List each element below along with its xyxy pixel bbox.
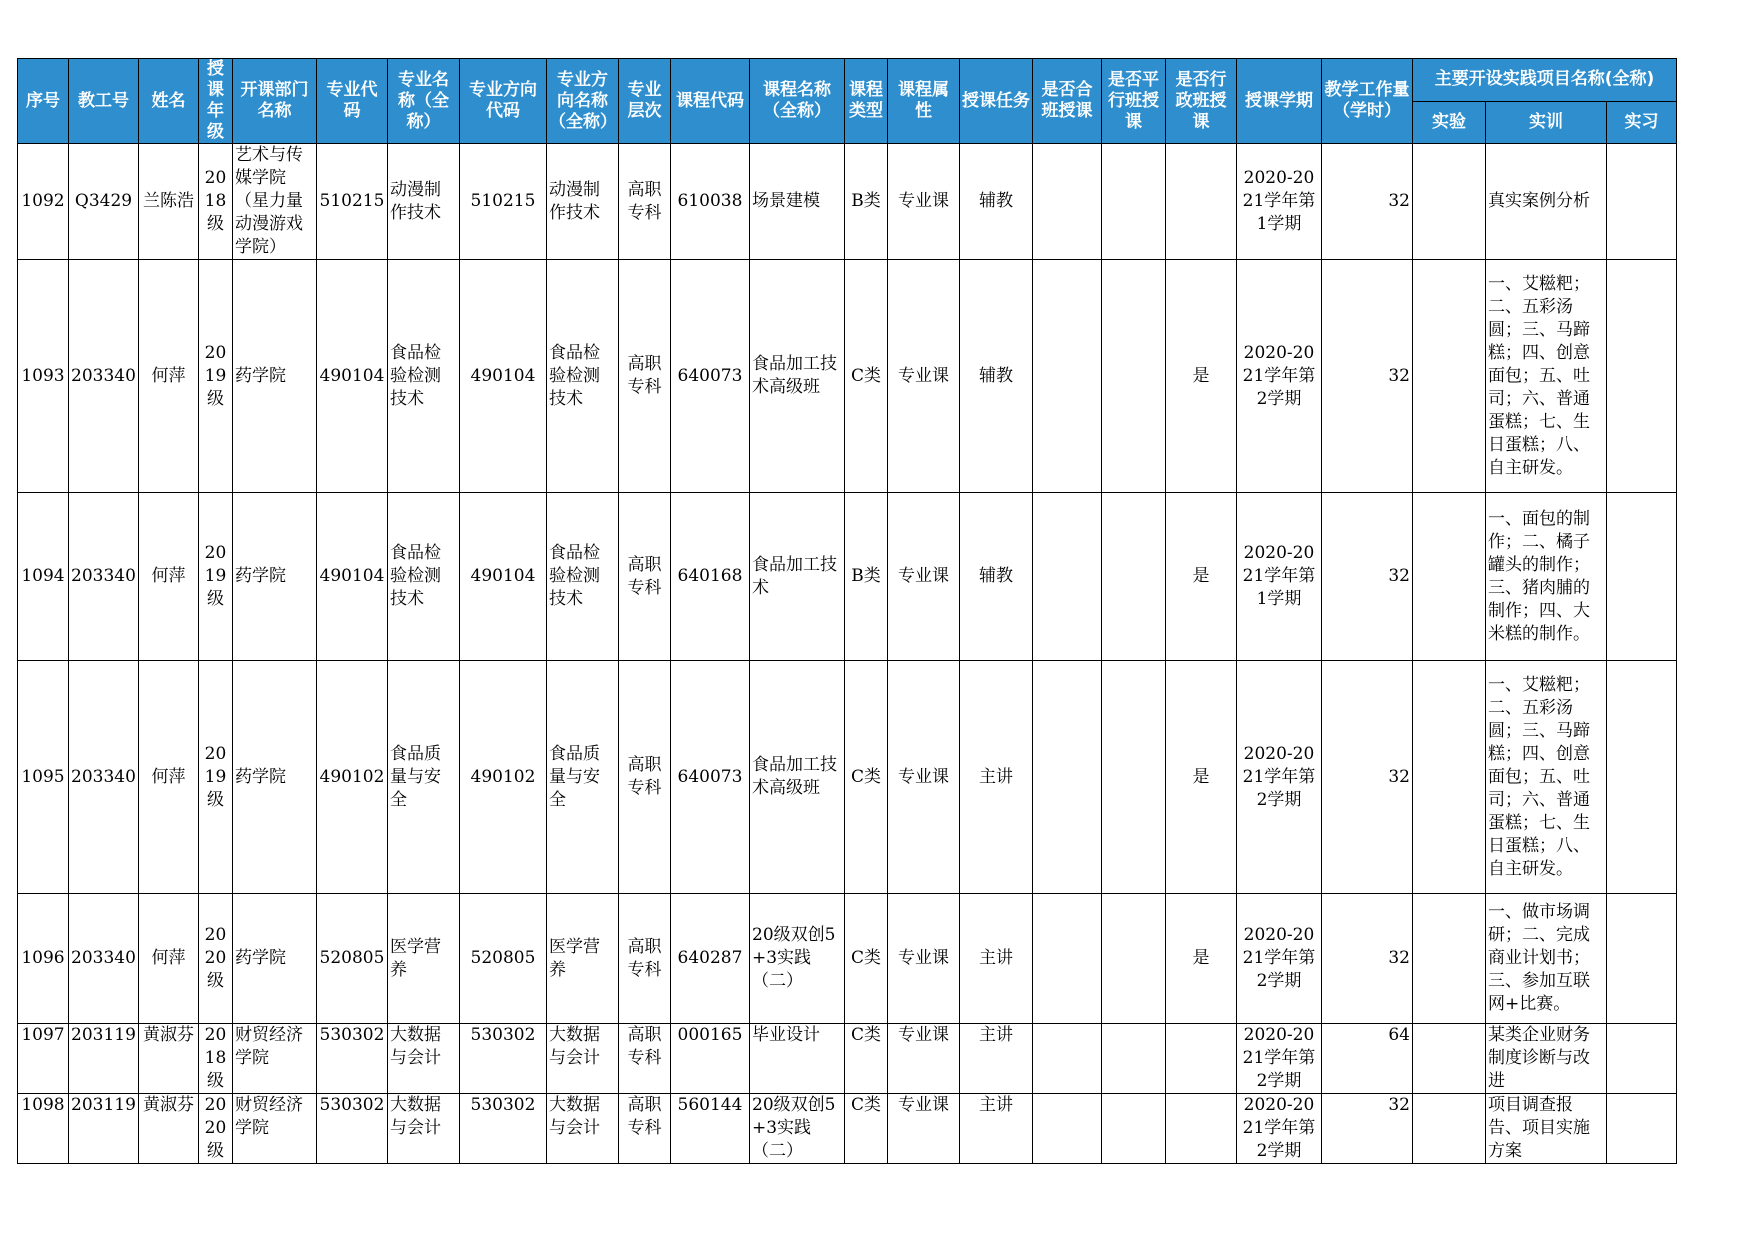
header-course-attribute: 课程属性 [888, 59, 960, 144]
cell-course-attribute: 专业课 [888, 661, 960, 894]
cell-course-code: 640287 [671, 894, 750, 1024]
cell-dept: 药学院 [233, 661, 317, 894]
cell-seq: 1093 [18, 260, 69, 493]
cell-admin-class [1166, 1094, 1237, 1164]
table-row [18, 1094, 1677, 1164]
header-grade: 授课年级 [199, 59, 233, 144]
cell-seq: 1098 [18, 1094, 69, 1164]
cell-name: 黄淑芬 [139, 1094, 199, 1164]
cell-course-name: 20级双创5+3实践（二） [750, 894, 845, 1024]
cell-course-code: 640073 [671, 661, 750, 894]
cell-dept: 药学院 [233, 260, 317, 493]
header-parallel-class: 是否平行班授课 [1102, 59, 1166, 144]
cell-seq: 1096 [18, 894, 69, 1024]
cell-grade: 2018级 [199, 144, 233, 260]
cell-parallel-class [1102, 661, 1166, 894]
header-practice-projects: 主要开设实践项目名称(全称) [1413, 59, 1677, 102]
cell-task: 辅教 [960, 260, 1033, 493]
cell-grade: 2020级 [199, 1094, 233, 1164]
cell-level: 高职专科 [619, 894, 671, 1024]
cell-major-name: 大数据与会计 [388, 1024, 460, 1094]
cell-name: 兰陈浩 [139, 144, 199, 260]
cell-task: 主讲 [960, 1024, 1033, 1094]
cell-course-type: C类 [845, 1024, 888, 1094]
cell-level: 高职专科 [619, 661, 671, 894]
table-row [18, 493, 1677, 661]
cell-grade: 2019级 [199, 661, 233, 894]
cell-course-type: B类 [845, 493, 888, 661]
cell-major-code: 520805 [317, 894, 388, 1024]
cell-teacher-id: 203340 [69, 661, 139, 894]
cell-term: 2020-2021学年第2学期 [1237, 260, 1322, 493]
cell-seq: 1092 [18, 144, 69, 260]
cell-level: 高职专科 [619, 493, 671, 661]
cell-term: 2020-2021学年第1学期 [1237, 493, 1322, 661]
cell-teacher-id: 203340 [69, 260, 139, 493]
cell-name: 何萍 [139, 661, 199, 894]
cell-level: 高职专科 [619, 144, 671, 260]
cell-course-name: 20级双创5+3实践（二） [750, 1094, 845, 1164]
cell-course-attribute: 专业课 [888, 493, 960, 661]
cell-hours: 32 [1322, 260, 1413, 493]
cell-name: 黄淑芬 [139, 1024, 199, 1094]
header-teacher-id: 教工号 [69, 59, 139, 144]
cell-major-code: 490104 [317, 493, 388, 661]
cell-term: 2020-2021学年第2学期 [1237, 1094, 1322, 1164]
cell-teacher-id: Q3429 [69, 144, 139, 260]
cell-major-code: 530302 [317, 1024, 388, 1094]
cell-task: 辅教 [960, 144, 1033, 260]
header-training: 实训 [1486, 101, 1607, 144]
cell-direction-name: 食品检验检测技术 [547, 260, 619, 493]
cell-course-attribute: 专业课 [888, 1024, 960, 1094]
cell-admin-class [1166, 144, 1237, 260]
cell-merged-class [1033, 661, 1102, 894]
cell-experiment [1413, 1024, 1486, 1094]
cell-parallel-class [1102, 493, 1166, 661]
cell-experiment [1413, 894, 1486, 1024]
teaching-workload-table [17, 58, 1677, 1164]
cell-task: 主讲 [960, 1094, 1033, 1164]
cell-parallel-class [1102, 1094, 1166, 1164]
cell-parallel-class [1102, 894, 1166, 1024]
cell-internship [1607, 894, 1677, 1024]
cell-admin-class: 是 [1166, 661, 1237, 894]
header-seq: 序号 [18, 59, 69, 144]
cell-grade: 2019级 [199, 493, 233, 661]
cell-direction-code: 490102 [460, 661, 547, 894]
cell-course-name: 毕业设计 [750, 1024, 845, 1094]
cell-hours: 32 [1322, 661, 1413, 894]
cell-course-name: 食品加工技术 [750, 493, 845, 661]
cell-parallel-class [1102, 144, 1166, 260]
cell-merged-class [1033, 894, 1102, 1024]
cell-course-type: B类 [845, 144, 888, 260]
cell-major-name: 动漫制作技术 [388, 144, 460, 260]
cell-teacher-id: 203119 [69, 1094, 139, 1164]
cell-course-code: 610038 [671, 144, 750, 260]
cell-teacher-id: 203340 [69, 493, 139, 661]
cell-course-attribute: 专业课 [888, 894, 960, 1024]
cell-course-attribute: 专业课 [888, 260, 960, 493]
cell-name: 何萍 [139, 493, 199, 661]
cell-level: 高职专科 [619, 260, 671, 493]
cell-task: 主讲 [960, 894, 1033, 1024]
cell-internship [1607, 493, 1677, 661]
cell-teacher-id: 203340 [69, 894, 139, 1024]
cell-direction-code: 520805 [460, 894, 547, 1024]
cell-dept: 财贸经济学院 [233, 1094, 317, 1164]
cell-direction-name: 大数据与会计 [547, 1094, 619, 1164]
cell-merged-class [1033, 1094, 1102, 1164]
cell-direction-code: 490104 [460, 493, 547, 661]
cell-admin-class [1166, 1024, 1237, 1094]
cell-hours: 32 [1322, 1094, 1413, 1164]
cell-direction-name: 动漫制作技术 [547, 144, 619, 260]
cell-experiment [1413, 144, 1486, 260]
table-header [18, 59, 1677, 144]
cell-name: 何萍 [139, 894, 199, 1024]
cell-internship [1607, 1094, 1677, 1164]
cell-course-type: C类 [845, 1094, 888, 1164]
cell-admin-class: 是 [1166, 260, 1237, 493]
cell-major-name: 食品检验检测技术 [388, 493, 460, 661]
cell-grade: 2018级 [199, 1024, 233, 1094]
cell-major-name: 大数据与会计 [388, 1094, 460, 1164]
header-major-code: 专业代码 [317, 59, 388, 144]
cell-training: 一、艾糍粑；二、五彩汤圆；三、马蹄糕；四、创意面包；五、吐司；六、普通蛋糕；七、生日蛋糕；八、自主研发。 [1486, 260, 1607, 493]
cell-course-type: C类 [845, 894, 888, 1024]
cell-major-code: 490102 [317, 661, 388, 894]
header-level: 专业层次 [619, 59, 671, 144]
cell-internship [1607, 260, 1677, 493]
cell-level: 高职专科 [619, 1094, 671, 1164]
header-admin-class: 是否行政班授课 [1166, 59, 1237, 144]
cell-direction-code: 530302 [460, 1024, 547, 1094]
cell-course-code: 640073 [671, 260, 750, 493]
cell-course-code: 560144 [671, 1094, 750, 1164]
cell-major-name: 医学营养 [388, 894, 460, 1024]
cell-direction-code: 510215 [460, 144, 547, 260]
cell-direction-code: 490104 [460, 260, 547, 493]
header-major-name: 专业名称（全称） [388, 59, 460, 144]
header-task: 授课任务 [960, 59, 1033, 144]
cell-task: 主讲 [960, 661, 1033, 894]
cell-training: 某类企业财务制度诊断与改进 [1486, 1024, 1607, 1094]
cell-hours: 64 [1322, 1024, 1413, 1094]
cell-experiment [1413, 493, 1486, 661]
header-merged-class: 是否合班授课 [1033, 59, 1102, 144]
cell-dept: 财贸经济学院 [233, 1024, 317, 1094]
cell-merged-class [1033, 493, 1102, 661]
cell-seq: 1097 [18, 1024, 69, 1094]
cell-training: 项目调查报告、项目实施方案 [1486, 1094, 1607, 1164]
cell-direction-code: 530302 [460, 1094, 547, 1164]
table-row [18, 1024, 1677, 1094]
header-term: 授课学期 [1237, 59, 1322, 144]
cell-merged-class [1033, 1024, 1102, 1094]
cell-major-code: 510215 [317, 144, 388, 260]
table-row [18, 260, 1677, 493]
cell-training: 一、做市场调研；二、完成商业计划书；三、参加互联网+比赛。 [1486, 894, 1607, 1024]
cell-experiment [1413, 1094, 1486, 1164]
cell-dept: 艺术与传媒学院（星力量动漫游戏学院） [233, 144, 317, 260]
cell-major-name: 食品检验检测技术 [388, 260, 460, 493]
cell-course-type: C类 [845, 661, 888, 894]
cell-admin-class: 是 [1166, 493, 1237, 661]
cell-course-code: 640168 [671, 493, 750, 661]
header-experiment: 实验 [1413, 101, 1486, 144]
cell-experiment [1413, 260, 1486, 493]
cell-major-code: 490104 [317, 260, 388, 493]
cell-experiment [1413, 661, 1486, 894]
cell-parallel-class [1102, 260, 1166, 493]
header-course-code: 课程代码 [671, 59, 750, 144]
cell-course-attribute: 专业课 [888, 144, 960, 260]
cell-internship [1607, 661, 1677, 894]
cell-direction-name: 食品质量与安全 [547, 661, 619, 894]
cell-hours: 32 [1322, 894, 1413, 1024]
cell-course-code: 000165 [671, 1024, 750, 1094]
cell-seq: 1095 [18, 661, 69, 894]
cell-course-name: 食品加工技术高级班 [750, 260, 845, 493]
header-hours: 教学工作量（学时） [1322, 59, 1413, 144]
cell-dept: 药学院 [233, 493, 317, 661]
cell-merged-class [1033, 260, 1102, 493]
cell-parallel-class [1102, 1024, 1166, 1094]
cell-course-attribute: 专业课 [888, 1094, 960, 1164]
header-name: 姓名 [139, 59, 199, 144]
table-row [18, 144, 1677, 260]
table-row [18, 894, 1677, 1024]
cell-term: 2020-2021学年第2学期 [1237, 894, 1322, 1024]
cell-merged-class [1033, 144, 1102, 260]
cell-training: 一、艾糍粑；二、五彩汤圆；三、马蹄糕；四、创意面包；五、吐司；六、普通蛋糕；七、生日蛋糕；八、自主研发。 [1486, 661, 1607, 894]
cell-dept: 药学院 [233, 894, 317, 1024]
cell-term: 2020-2021学年第1学期 [1237, 144, 1322, 260]
cell-direction-name: 大数据与会计 [547, 1024, 619, 1094]
cell-hours: 32 [1322, 493, 1413, 661]
cell-seq: 1094 [18, 493, 69, 661]
cell-major-code: 530302 [317, 1094, 388, 1164]
cell-major-name: 食品质量与安全 [388, 661, 460, 894]
cell-course-name: 食品加工技术高级班 [750, 661, 845, 894]
table-body [18, 144, 1677, 1164]
header-direction-code: 专业方向代码 [460, 59, 547, 144]
header-course-name: 课程名称（全称） [750, 59, 845, 144]
cell-grade: 2020级 [199, 894, 233, 1024]
cell-course-type: C类 [845, 260, 888, 493]
cell-grade: 2019级 [199, 260, 233, 493]
cell-teacher-id: 203119 [69, 1024, 139, 1094]
header-dept: 开课部门名称 [233, 59, 317, 144]
header-direction-name: 专业方向名称（全称） [547, 59, 619, 144]
cell-training: 真实案例分析 [1486, 144, 1607, 260]
header-internship: 实习 [1607, 101, 1677, 144]
cell-internship [1607, 144, 1677, 260]
cell-direction-name: 医学营养 [547, 894, 619, 1024]
cell-level: 高职专科 [619, 1024, 671, 1094]
cell-term: 2020-2021学年第2学期 [1237, 1024, 1322, 1094]
cell-training: 一、面包的制作；二、橘子罐头的制作；三、猪肉脯的制作；四、大米糕的制作。 [1486, 493, 1607, 661]
cell-direction-name: 食品检验检测技术 [547, 493, 619, 661]
cell-internship [1607, 1024, 1677, 1094]
cell-course-name: 场景建模 [750, 144, 845, 260]
table-row [18, 661, 1677, 894]
header-course-type: 课程类型 [845, 59, 888, 144]
cell-admin-class: 是 [1166, 894, 1237, 1024]
cell-task: 辅教 [960, 493, 1033, 661]
cell-name: 何萍 [139, 260, 199, 493]
cell-hours: 32 [1322, 144, 1413, 260]
cell-term: 2020-2021学年第2学期 [1237, 661, 1322, 894]
